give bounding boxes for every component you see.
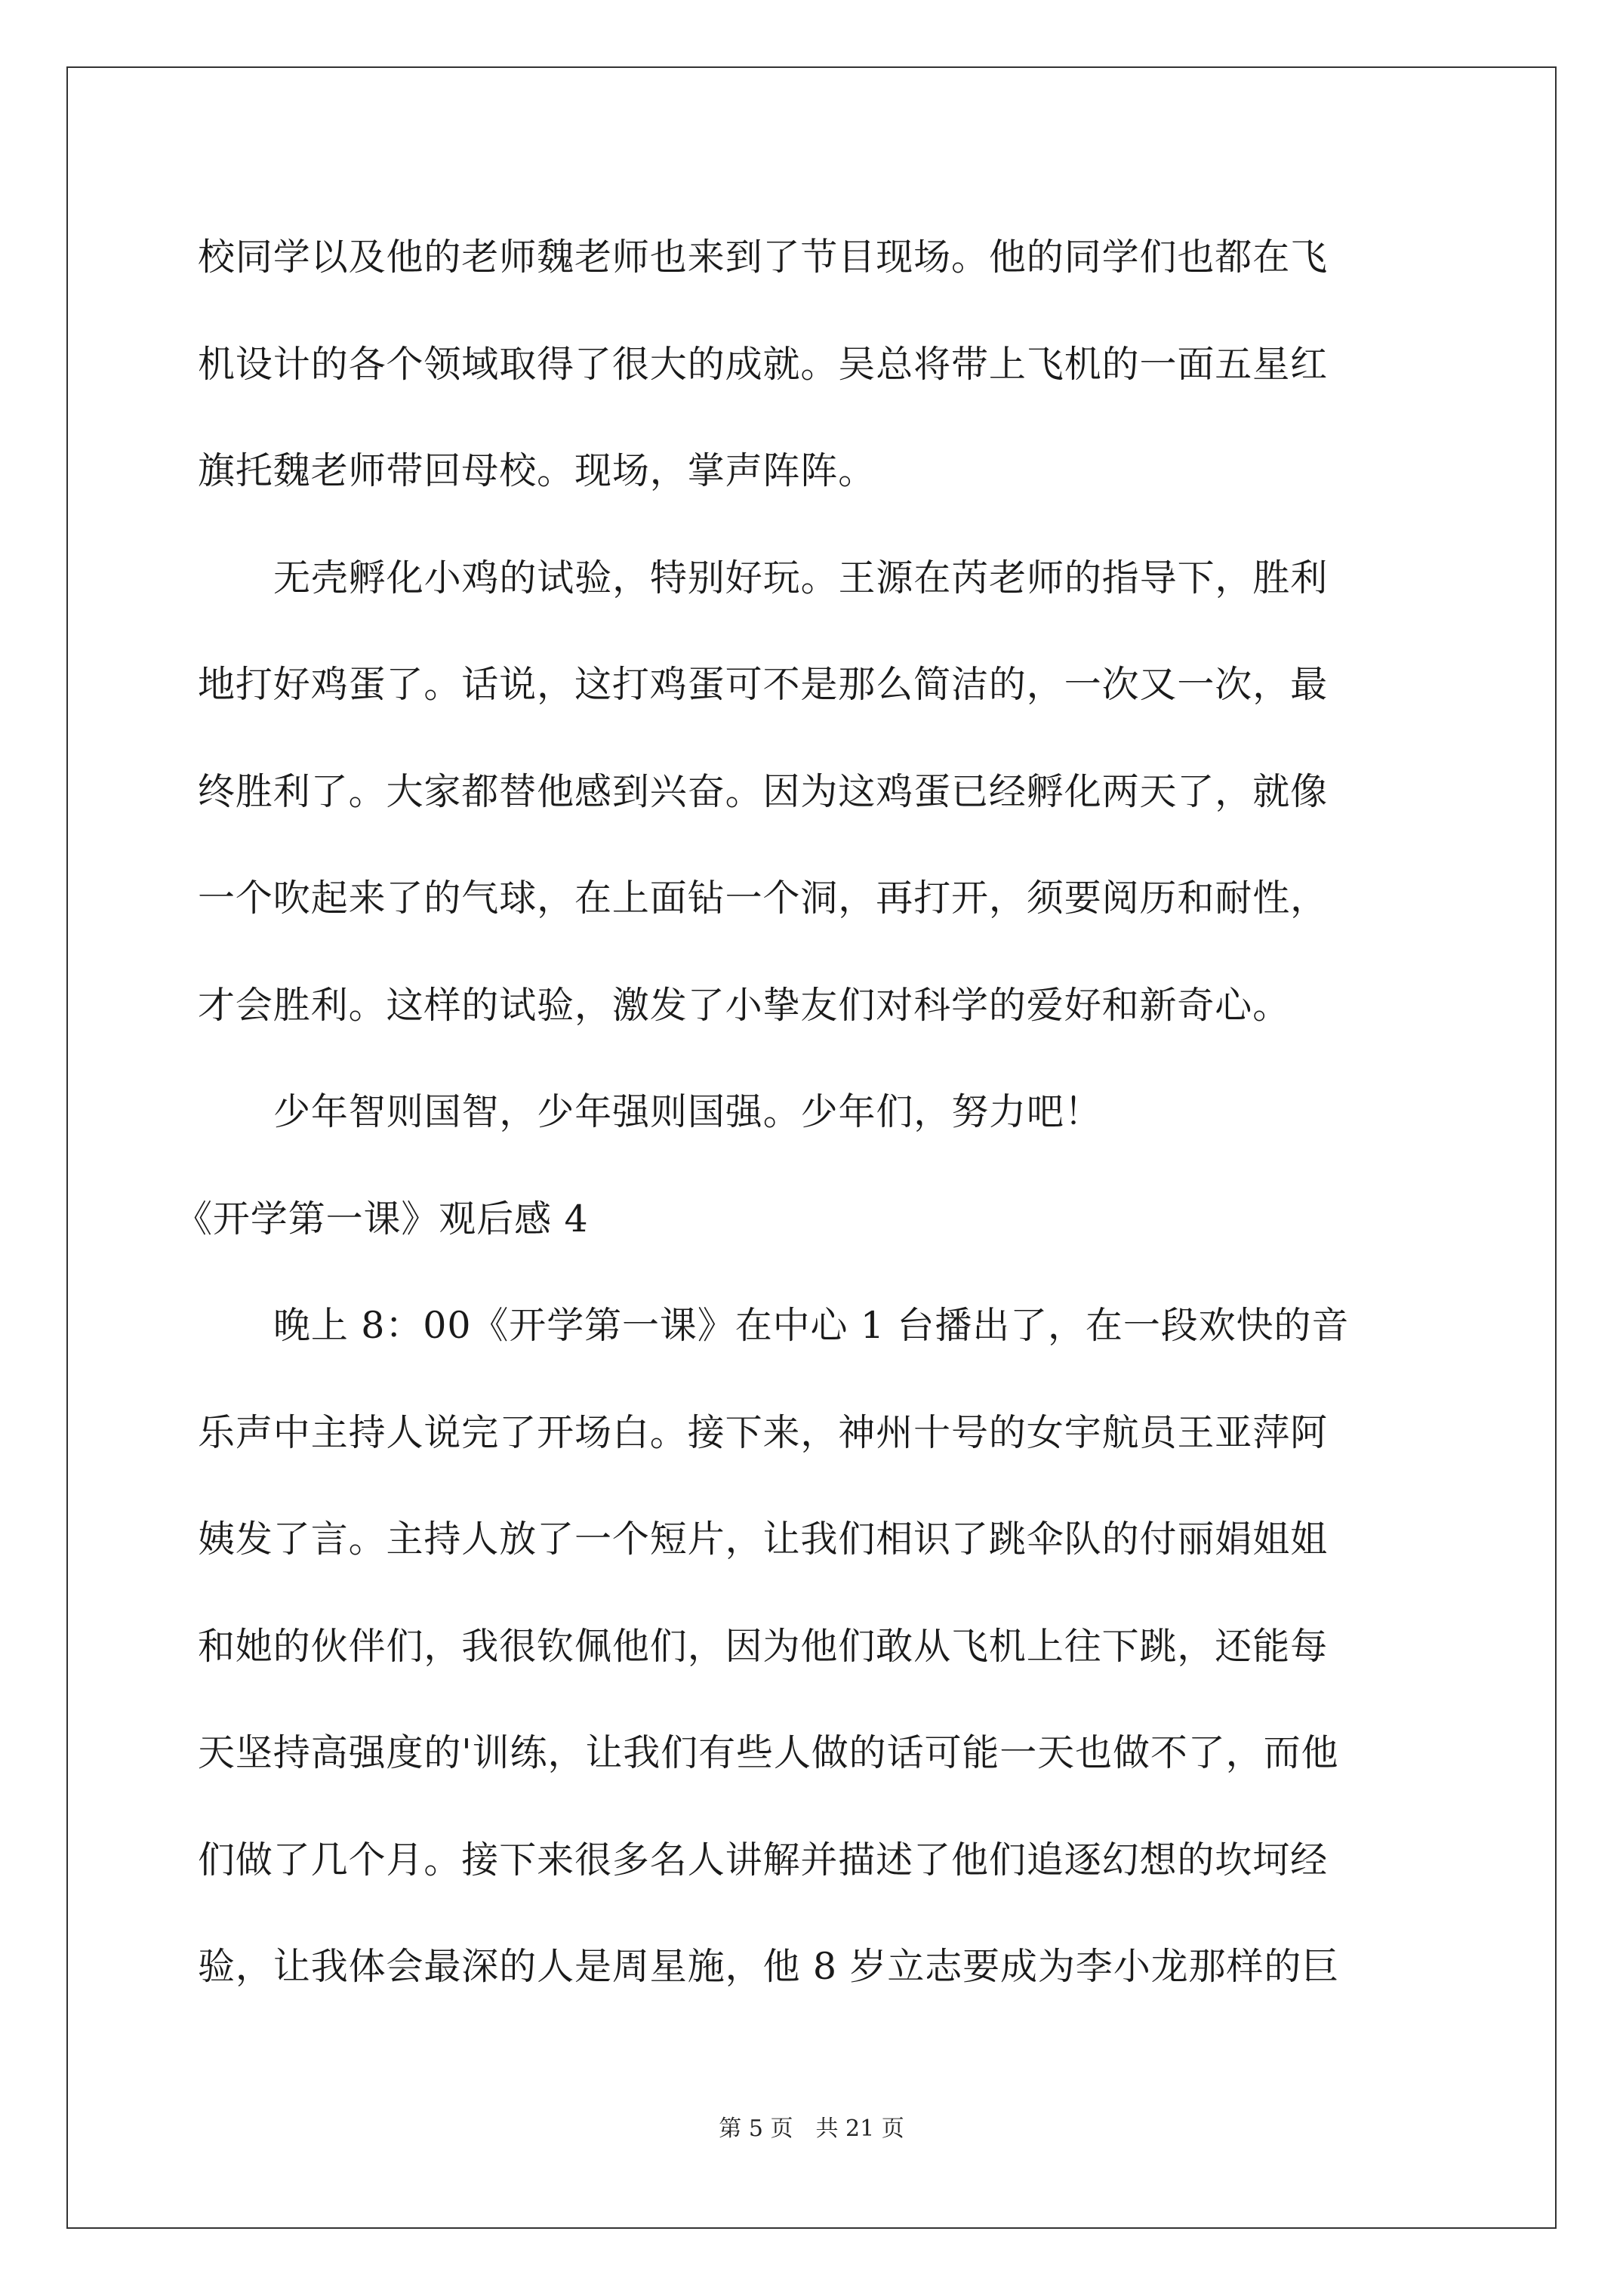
paragraph-line: 才会胜利。这样的试验，激发了小挚友们对科学的爱好和新奇心。	[198, 983, 1291, 1027]
paragraph-line: 和她的伙伴们，我很钦佩他们，因为他们敢从飞机上往下跳，还能每	[198, 1624, 1329, 1668]
paragraph-line: 少年智则国智，少年强则国强。少年们，努力吧！	[273, 1090, 1102, 1133]
paragraph-line: 地打好鸡蛋了。话说，这打鸡蛋可不是那么简洁的，一次又一次，最	[198, 663, 1329, 706]
paragraph-line: 机设计的各个领域取得了很大的成就。吴总将带上飞机的一面五星红	[198, 342, 1329, 386]
paragraph-line: 姨发了言。主持人放了一个短片，让我们相识了跳伞队的付丽娟姐姐	[198, 1518, 1329, 1561]
paragraph-line: 乐声中主持人说完了开场白。接下来，神州十号的女宇航员王亚萍阿	[198, 1410, 1329, 1454]
paragraph-line: 们做了几个月。接下来很多名人讲解并描述了他们追逐幻想的坎坷经	[198, 1838, 1329, 1881]
section-heading: 《开学第一课》观后感 4	[175, 1197, 589, 1240]
page-footer: 第 5 页 共 21 页	[719, 2116, 904, 2142]
paragraph-line: 校同学以及他的老师魏老师也来到了节目现场。他的同学们也都在飞	[198, 236, 1329, 279]
paragraph-line: 终胜利了。大家都替他感到兴奋。因为这鸡蛋已经孵化两天了，就像	[198, 769, 1329, 813]
paragraph-line: 无壳孵化小鸡的试验，特别好玩。王源在芮老师的指导下，胜利	[273, 556, 1329, 599]
paragraph-line: 天坚持高强度的'训练，让我们有些人做的话可能一天也做不了，而他	[198, 1731, 1339, 1774]
paragraph-line: 验，让我体会最深的人是周星施，他 8 岁立志要成为李小龙那样的巨	[198, 1945, 1340, 1988]
paragraph-line: 一个吹起来了的气球，在上面钻一个洞，再打开，须要阅历和耐性，	[198, 877, 1329, 920]
document-body	[175, 204, 1436, 2020]
paragraph-line: 晚上 8：00《开学第一课》在中心 1 台播出了，在一段欢快的音	[273, 1304, 1350, 1347]
paragraph-line: 旗托魏老师带回母校。现场，掌声阵阵。	[198, 449, 876, 492]
